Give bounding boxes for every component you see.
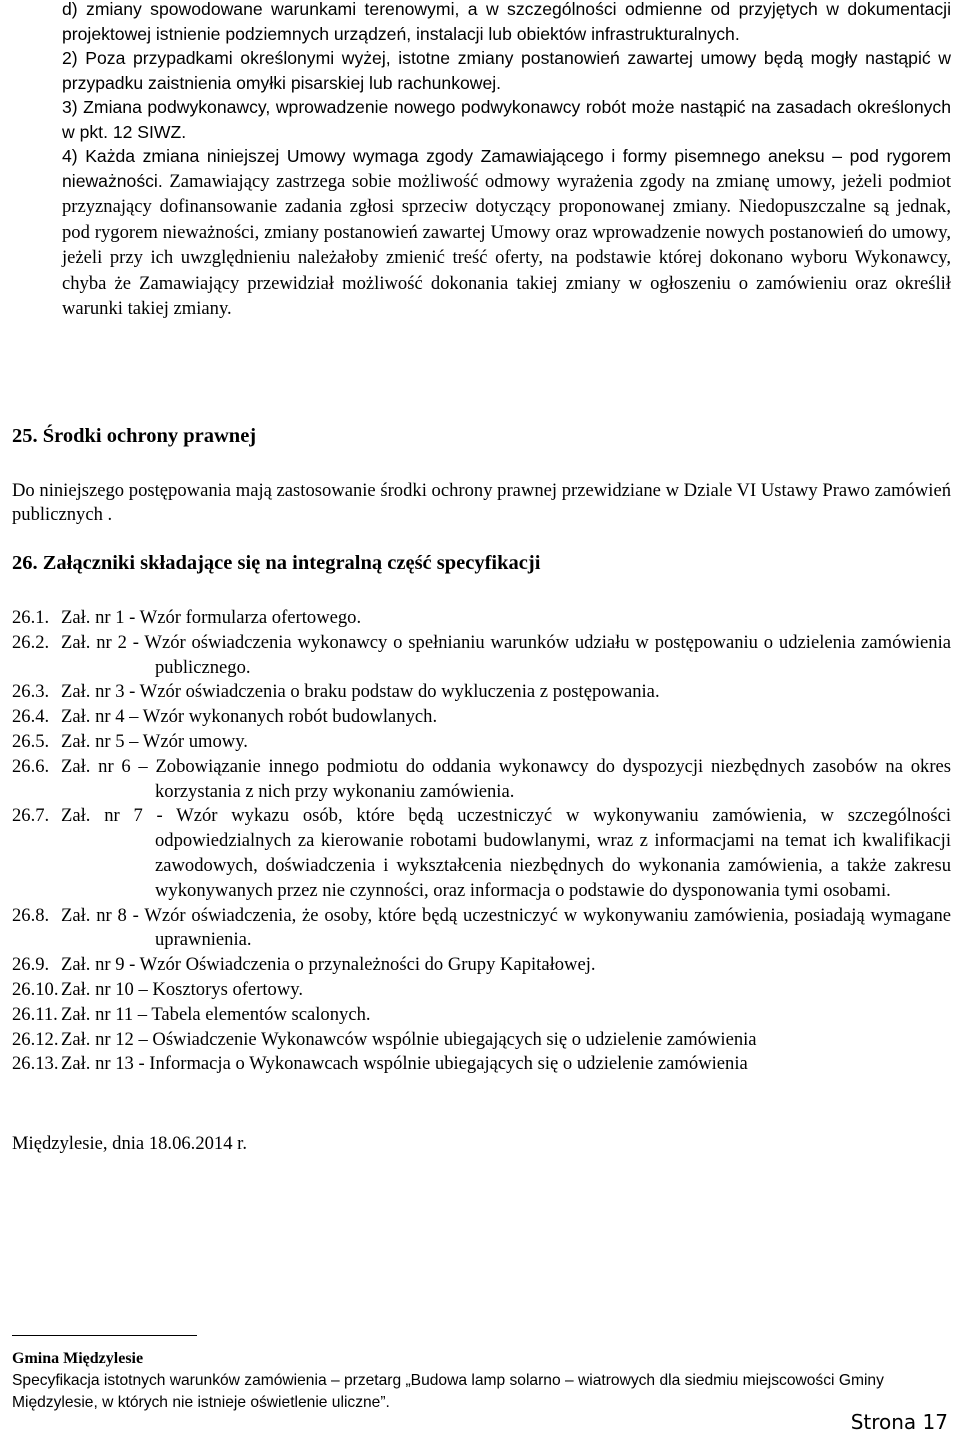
section-25-text: Do niniejszego postępowania mają zastosowanie środki ochrony prawnej przewidziane w Dziale VI Ustawy Prawo zamówień publicznych . <box>12 480 951 525</box>
amendment-item-4-body: Zamawiający zastrzega sobie możliwość odmowy wyrażenia zgody na zmianę umowy, jeżeli podmiot przyznający dofinansowanie zadania zgłosi sprzeciw dotyczący proponowanej zmiany. Niedopuszczalne są jednak, pod rygorem nieważności, zmiany postanowień zawartej Umowy oraz wprowadzenie nowych postanowień do umowy, jeżeli przy ich uwzględnieniu należałoby zmienić treść oferty, na podstawie której dokonano wyboru Wykonawcy, chyba że Zamawiający przewidział możliwość dokonania takiej zmiany w ogłoszeniu o zamówieniu oraz określił warunki takiej zmiany. <box>62 170 951 319</box>
attachment-item: 26.13. Zał. nr 13 - Informacja o Wykonawcach wspólnie ubiegających się o udzielenie zamówienia <box>12 1053 748 1075</box>
attachment-item: 26.7. Zał. nr 7 - Wzór wykazu osób, które będą uczestniczyć w wykonywaniu zamówienia, w szczególności odpowiedzialnych za kierowanie robotami budowlanymi, wraz z informacjami na temat ich kwalifikacji zawodowych, doświadczenia i wykształcenia niezbędnych do wykonania zamówienia, a także zakresu wykonywanych przez nie czynności, oraz informacja o podstawie do dysponowania tymi osobami. <box>12 805 951 901</box>
amendment-item-2: 2) Poza przypadkami określonymi wyżej, istotne zmiany postanowień zawartej umowy będą mogły nastąpić w przypadku zaistnienia omyłki pisarskiej lub rachunkowej. <box>62 48 951 93</box>
page-number: Strona 17 <box>850 1410 948 1434</box>
attachment-item: 26.9. Zał. nr 9 - Wzór Oświadczenia o przynależności do Grupy Kapitałowej. <box>12 954 596 976</box>
footer-divider <box>12 1335 197 1336</box>
attachment-item: 26.6. Zał. nr 6 – Zobowiązanie innego podmiotu do oddania wykonawcy do dyspozycji niezbędnych zasobów na okres korzystania z nich przy wykonaniu zamówienia. <box>12 755 951 802</box>
section-25-heading: 25. Środki ochrony prawnej <box>12 425 257 447</box>
attachment-item: 26.1. Zał. nr 1 - Wzór formularza ofertowego. <box>12 607 362 628</box>
amendment-item-4 <box>62 144 951 322</box>
date-line: Międzylesie, dnia 18.06.2014 r. <box>12 1133 247 1154</box>
amendment-list <box>62 0 951 322</box>
attachment-item: 26.3. Zał. nr 3 - Wzór oświadczenia o braku podstaw do wykluczenia z postępowania. <box>12 681 660 703</box>
attachment-item: 26.4. Zał. nr 4 – Wzór wykonanych robót budowlanych. <box>12 706 438 728</box>
attachment-item: 26.10. Zał. nr 10 – Kosztorys ofertowy. <box>12 978 304 1000</box>
attachments-list <box>12 606 951 1077</box>
attachment-item: 26.5. Zał. nr 5 – Wzór umowy. <box>12 730 248 752</box>
section-26-heading: 26. Załączniki składające się na integralną część specyfikacji <box>12 552 541 574</box>
attachment-item: 26.2. Zał. nr 2 - Wzór oświadczenia wykonawcy o spełnianiu warunków udziału w postępowaniu o udzielenia zamówienia publicznego. <box>12 631 951 678</box>
amendment-item-3: 3) Zmiana podwykonawcy, wprowadzenie nowego podwykonawcy robót może nastąpić na zasadach określonych w pkt. 12 SIWZ. <box>62 97 951 142</box>
attachment-item: 26.12. Zał. nr 12 – Oświadczenie Wykonawców wspólnie ubiegających się o udzielenie zamówienia <box>12 1028 757 1050</box>
footer-description: Specyfikacja istotnych warunków zamówienia – przetarg „Budowa lamp solarno – wiatrowych dla siedmiu miejscowości Gminy Międzylesie, w których nie istnieje oświetlenie uliczne”. <box>12 1372 884 1411</box>
amendment-item-d: d) zmiany spowodowane warunkami terenowymi, a w szczególności odmienne od przyjętych w dokumentacji projektowej istnienie podziemnych urządzeń, instalacji lub obiektów infrastrukturalnych. <box>62 0 951 44</box>
attachment-item: 26.11. Zał. nr 11 – Tabela elementów scalonych. <box>12 1003 371 1025</box>
attachment-item: 26.8. Zał. nr 8 - Wzór oświadczenia, że osoby, które będą uczestniczyć w wykonywaniu zamówienia, posiadają wymagane uprawnienia. <box>12 904 951 951</box>
footer <box>12 1348 942 1414</box>
footer-organization: Gmina Międzylesie <box>12 1350 144 1367</box>
amendment-item-4-lead: 4) Każda zmiana niniejszej Umowy wymaga zgody Zamawiającego i formy pisemnego aneksu – pod rygorem nieważności. <box>62 146 951 191</box>
